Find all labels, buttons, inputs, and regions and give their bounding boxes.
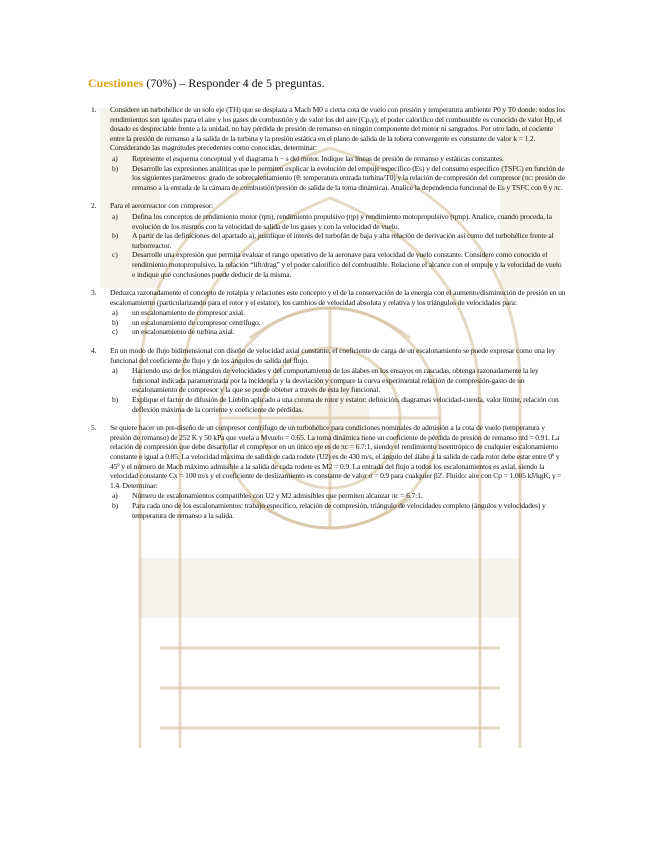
question-items (110, 212, 566, 279)
item-label: a) (112, 153, 118, 163)
question-3 (88, 288, 566, 337)
item-label: b) (112, 163, 119, 173)
question-text: Se quiere hacer un pre-diseño de un compresor centrífugo de un turbohélice para condiciones nominales de admisión a la cota de vuelo (temperatura y presión de remanso) de 252 K y 50 kPa que vuela a Mvuelo = 0.65. La toma dinámica tiene un coeficiente de pérdida de presión de remanso πtd = 0.91. La relación de compresión que debe desarrollar el compresor en un único eje es de πc = 6.7:1, siendo el rendimiento isoentrópico de cualquier escalonamiento constante e igual a 0.85. La velocidad máxima de salida de cada rodete (U2) es de 430 m/s, el ángulo del álabe a la salida de cada rotor debe estar entre 0º y 45º y el número de Mach máximo admisible a la salida de cada rodete es M2 = 0.9. La entrada del flujo a todos los escalonamientos es axial, siendo la velocidad constante Cx = 100 m/s y el coeficiente de deslizamiento es constante de valor σ = 0.9 para cualquier β2'. Fluido: aire con Cp = 1.005 kJ/kgK, γ = 1.4. Determinar: (110, 423, 562, 490)
item-label: b) (112, 500, 119, 510)
question-5 (88, 423, 566, 520)
item-label: b) (112, 317, 119, 327)
item-text: un escalonamiento de compresor centrífugo. (132, 317, 261, 327)
document-content (88, 76, 566, 529)
question-item (110, 212, 566, 231)
question-items (110, 366, 566, 414)
item-label: b) (112, 231, 119, 241)
question-number: 4. (91, 346, 97, 356)
item-label: b) (112, 395, 119, 405)
item-text: Represente el esquema conceptual y el diagrama h − s del motor. Indique las líneas de presión de remanso y estáticas constantes. (132, 153, 504, 163)
item-text: Haciendo uso de los triángulos de velocidades y del comportamiento de los álabes en los ensayos en cascadas, obtenga razonadamente la ley funcional indicada parametrizada por la incidencia y la desviación y compare la curva experimental relación de compresión-gasto de un escalonamiento de compresor y la que se puede obtener a través de esta ley funcional. (132, 366, 539, 395)
item-text: Desarrolle una expresión que permita evaluar el rango operativo de la aeronave para velocidad de vuelo constante. Considere como conocido el rendimiento motopropulsivo, la relación “lift/drag” y el poder calorífico del combustible. Relacione el alcance con el empuje y la velocidad de vuelo e indique qué conclusiones puede deducir de la misma. (132, 250, 562, 279)
heading-highlight: Cuestiones (88, 76, 144, 90)
question-1 (88, 105, 566, 192)
item-text: Explique el factor de difusión de Lieblin aplicado a una corona de rotor y estator: definición, diagramas velocidad-cuerda, valor límite, relación con deflexión máxima de la corriente y coeficiente de pérdidas. (132, 395, 559, 414)
question-number: 5. (91, 423, 97, 433)
page-heading (88, 76, 566, 91)
item-label: c) (112, 250, 118, 260)
question-item (110, 491, 566, 501)
question-item (110, 366, 566, 395)
question-number: 1. (91, 105, 97, 114)
question-item (110, 308, 566, 318)
question-number: 2. (91, 201, 97, 211)
heading-text: (70%) – Responder 4 de 5 preguntas. (143, 76, 325, 90)
question-4 (88, 346, 566, 414)
question-item (110, 395, 566, 414)
question-item (110, 231, 566, 250)
question-items (110, 308, 566, 337)
question-item (110, 154, 566, 164)
question-text: Para el aerorreactor con compresor: (110, 201, 214, 211)
question-text: Considere un turbohélice de un solo eje (TH) que se desplaza a Mach M0 a cierta cota de vuelo con presión y temperatura ambiente P0 y T0 donde: todos los rendimientos son iguales para el aire y los gases de combustión y de valor los del aire (Cp,γ); el poder calorífico del combustible es conocido de valor Hp, el dosado es despreciable frente a la unidad, no hay pérdida de presión de remanso en ningún componente del motor ni sangrados. Por otro lado, el cociente entre la presión de remanso a la salida de la turbina y la presión estática en el plano de salida de la tobera convergente es constante de valor k = 1.2. Considerando las magnitudes precedentes como conocidas, determinar: (110, 105, 565, 153)
item-text: A partir de las definiciones del apartado a), justifique el interés del turbofán de baja y alta relación de derivación así como del turbohélice frente al turborreactor. (132, 231, 554, 250)
item-label: a) (112, 211, 118, 221)
item-text: Para cada uno de los escalonamientos: trabajo específico, relación de compresión, triángulo de velocidades completo (ángulos y velocidades) y temperatura de remanso a la salida. (132, 500, 546, 520)
question-items (110, 154, 566, 192)
question-item (110, 501, 566, 520)
item-text: Desarrolle las expresiones analíticas que le permiten explicar la evolución del empuje específico (Es) y del consumo específico (TSFC) en función de los siguientes parámetros: grado de sobrecalentamiento (θ: temperatura entrada turbina/T0) y la relación de compresión del compresor (πc: presión de remanso a la entrada de la cámara de combustión/presión de salida de la toma dinámica). Analice la dependencia funcional de Es y TSFC con θ y πc. (132, 163, 565, 192)
item-text: Número de escalonamientos compatibles con U2 y M2 admisibles que permiten alcanzar πc = 6.7:1. (132, 491, 423, 501)
item-label: a) (112, 491, 118, 501)
question-items (110, 491, 566, 520)
question-text: Deduzca razonadamente el concepto de rotalpía y relaciones este concepto y el de la conservación de la energía con el aumento/disminución de presión en un escalonamiento (particularizando para el rotor y el estator), los cambios de velocidad absoluta y relativa y los triángulos de velocidades para: (110, 288, 566, 307)
question-text: En un modo de flujo bidimensional con diseño de velocidad axial constante, el coeficiente de carga de un escalonamiento se puede expresar como una ley funcional del coeficiente de flujo y de los ángulos de salida del flujo. (110, 346, 556, 365)
item-text: Defina los conceptos de rendimiento motor (ηm), rendimiento propulsivo (ηp) y rendimiento motopropulsivo (ηmp). Analice, cuando proceda, la evolución de los mismos con la velocidad de salida de los gases y con la velocidad de vuelo. (132, 211, 552, 231)
question-item (110, 164, 566, 193)
item-text: un escalonamiento de turbina axial. (132, 327, 235, 337)
question-item (110, 327, 566, 337)
item-label: a) (112, 366, 118, 376)
question-2 (88, 201, 566, 279)
item-label: c) (112, 327, 118, 337)
question-number: 3. (91, 288, 97, 298)
item-text: un escalonamiento de compresor axial. (132, 308, 245, 318)
question-item (110, 250, 566, 279)
question-item (110, 318, 566, 328)
item-label: a) (112, 308, 118, 318)
